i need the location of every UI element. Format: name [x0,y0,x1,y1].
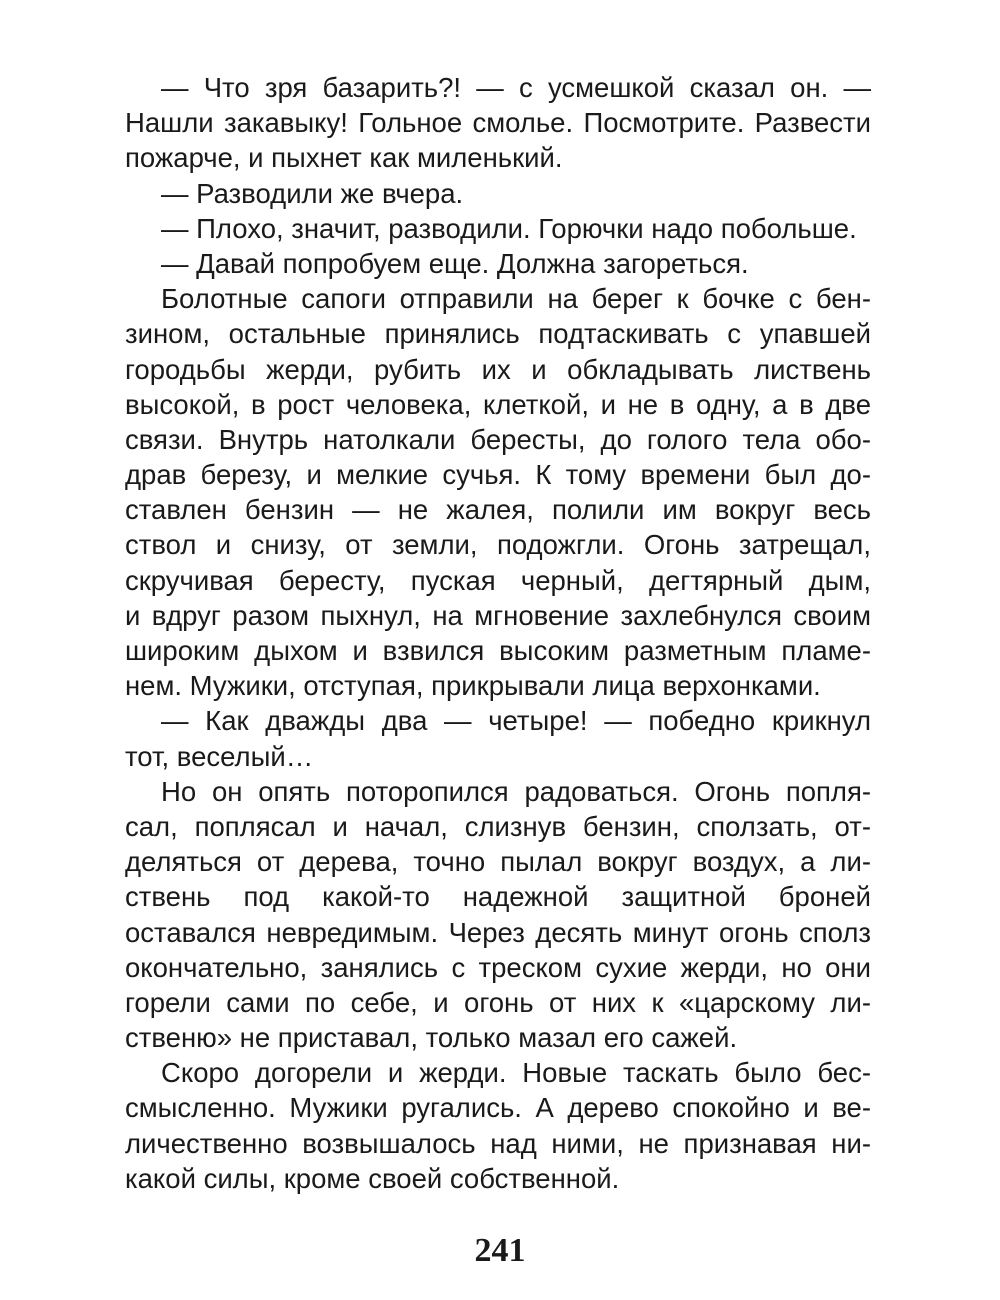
text-line: какой силы, кроме своей собственной. [125,1162,620,1194]
text-line: ственю» не приставал, только мазал его сажей. [125,1022,738,1054]
text-line: Нашли закавыку! Гольное смолье. Посмотрите. Развести [125,107,871,139]
text-line: — Как дважды два — четыре! — победно крикнул [161,705,871,737]
text-line: горели сами по себе, и огонь от них к «царскому ли- [125,986,871,1018]
text-line: пожарче, и пыхнет как миленький. [125,142,563,174]
text-line: тот, веселый… [125,740,314,772]
text-line: скручивая бересту, пуская черный, дегтярный дым, [125,564,871,596]
text-line: сал, поплясал и начал, слизнув бензин, сползать, от- [125,810,871,842]
text-line: ствол и снизу, от земли, подожгли. Огонь затрещал, [125,529,871,561]
text-line: — Давай попробуем еще. Должна загореться. [161,247,749,279]
page-body-text [125,70,871,1196]
text-line: высокой, в рост человека, клеткой, и не в одну, а в две [125,388,871,420]
text-line: широким дыхом и взвился высоким разметным пламе- [125,635,871,666]
text-line: городьбы жерди, рубить их и обкладывать листвень [125,353,871,385]
text-line: драв березу, и мелкие сучья. К тому времени был до- [125,459,871,491]
text-line: Болотные сапоги отправили на берег к бочке с бен- [161,283,871,315]
text-line: Но он опять поторопился радоваться. Огонь попля- [161,775,871,807]
text-line: ставлен бензин — не жалея, полили им вокруг весь [125,494,871,526]
text-line: смысленно. Мужики ругались. А дерево спокойно и ве- [125,1092,871,1124]
page-number: 241 [474,1232,526,1269]
text-line: оставался невредимым. Через десять минут огонь сполз [125,916,871,948]
text-line: окончательно, занялись с треском сухие жерди, но они [125,951,871,983]
text-line: нем. Мужики, отступая, прикрывали лица верхонками. [125,670,821,702]
text-line: ствень под какой-то надежной защитной броней [125,881,871,913]
text-line: — Что зря базарить?! — с усмешкой сказал он. — [161,72,871,103]
text-line: связи. Внутрь натолкали бересты, до голого тела обо- [125,423,871,455]
text-line: — Плохо, значит, разводили. Горючки надо побольше. [161,212,857,244]
text-line: — Разводили же вчера. [161,177,464,209]
text-line: Скоро догорели и жерди. Новые таскать было бес- [161,1057,871,1089]
text-line: зином, остальные принялись подтаскивать с упавшей [125,318,871,350]
text-line: деляться от дерева, точно пылал вокруг воздух, а ли- [125,846,871,878]
text-line: личественно возвышалось над ними, не признавая ни- [125,1127,871,1159]
text-line: и вдруг разом пыхнул, на мгновение захлебнулся своим [125,599,871,631]
